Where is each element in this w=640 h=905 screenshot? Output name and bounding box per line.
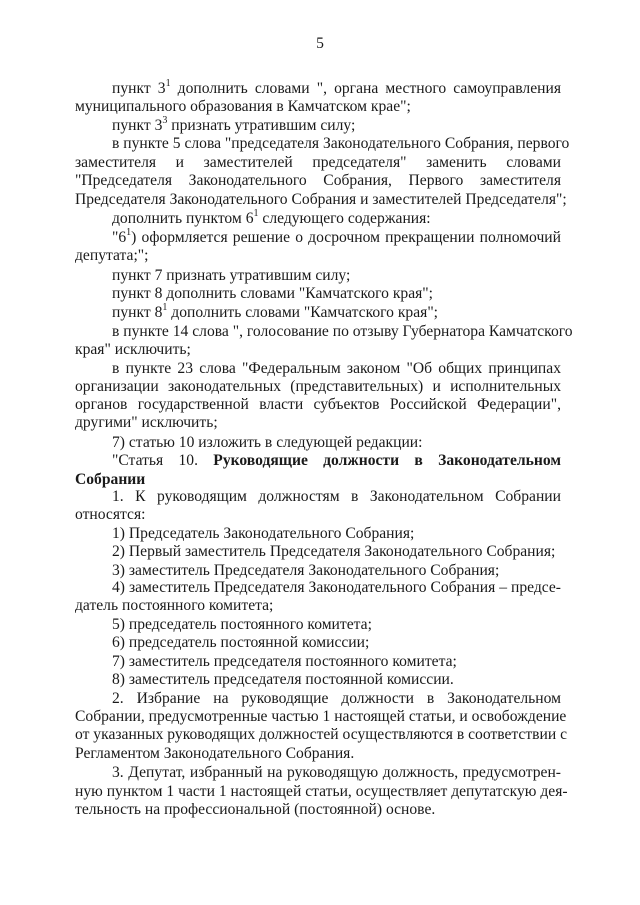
text-line <box>112 322 573 342</box>
text-line <box>75 413 561 433</box>
text-segment: в пункте 5 слова "председателя Законодательного Собрания, первого <box>112 135 570 152</box>
text-line <box>112 266 561 286</box>
text-line <box>75 395 561 415</box>
text-line <box>112 763 561 783</box>
text-line <box>112 542 561 562</box>
text-line <box>112 633 561 653</box>
text-line <box>112 578 561 598</box>
text-segment: 2. Избрание на руководящие должности в Законодательном <box>112 690 561 707</box>
article-heading <box>112 451 561 471</box>
text-segment: 3. Депутат, избранный на руководящую должность, предусмотрен- <box>112 764 561 781</box>
text-segment: в пункте 14 слова ", голосование по отзыву Губернатора Камчатского <box>112 323 573 340</box>
superscript: 3 <box>162 114 168 126</box>
text-line <box>112 209 561 229</box>
text-line <box>112 689 561 709</box>
text-segment: ) оформляется решение о досрочном прекращении полномочий <box>131 229 561 246</box>
text-segment: края" исключить; <box>75 341 191 358</box>
text-segment: пункт 8 дополнить словами "Камчатского края"; <box>112 285 434 302</box>
text-line <box>75 725 568 745</box>
text-segment: 5) председатель постоянного комитета; <box>112 616 372 633</box>
text-line <box>112 615 561 635</box>
text-segment: организации законодательных (представительных) и исполнительных <box>75 378 561 395</box>
text-line <box>75 596 561 616</box>
text-segment: признать утратившим силу; <box>167 117 356 134</box>
text-line <box>75 707 567 727</box>
text-segment: дополнить словами "Камчатского края"; <box>167 304 439 321</box>
text-segment: другими" исключить; <box>75 414 218 431</box>
text-line <box>75 744 561 764</box>
text-segment: следующего содержания: <box>258 210 431 227</box>
text-line <box>75 340 561 360</box>
text-segment: Регламентом Законодательного Собрания. <box>75 745 355 762</box>
text-segment: "Председателя Законодательного Собрания, Первого заместителя <box>75 172 561 189</box>
text-segment: пункт 7 признать утратившим силу; <box>112 267 351 284</box>
text-line <box>112 652 561 672</box>
text-line <box>75 377 561 397</box>
text-segment: относятся: <box>75 506 146 523</box>
text-segment: от указанных руководящих должностей осуществляются в соответствии с <box>75 726 568 743</box>
text-line <box>112 303 561 323</box>
superscript: 1 <box>165 77 171 89</box>
text-line <box>112 284 561 304</box>
text-line <box>75 246 561 266</box>
text-line <box>112 134 570 154</box>
text-segment: 2) Первый заместитель Председателя Законодательного Собрания; <box>112 543 556 560</box>
text-segment: пункт 8 <box>112 304 163 321</box>
text-segment: пункт 3 <box>112 117 163 134</box>
text-segment: пункт 3 <box>112 80 166 97</box>
text-segment: депутата;"; <box>75 247 149 264</box>
text-segment: 1. К руководящим должностям в Законодательном Собрании <box>112 488 561 505</box>
text-segment: Председателя Законодательного Собрания и заместителей Председателя"; <box>75 191 567 208</box>
bold-text: Руководящие должности в Законодательном <box>213 452 561 469</box>
text-line <box>112 670 561 690</box>
superscript: 1 <box>162 301 168 313</box>
bold-text: Собрании <box>75 471 146 488</box>
text-line <box>75 800 561 820</box>
text-line <box>112 524 561 544</box>
text-segment: датель постоянного комитета; <box>75 597 274 614</box>
text-segment: 4) заместитель Председателя Законодательного Собрания – предсе- <box>112 579 561 596</box>
text-line <box>112 487 561 507</box>
text-segment: Собрании, предусмотренные частью 1 настоящей статьи, и освобождение <box>75 708 567 725</box>
text-segment: муниципального образования в Камчатском крае"; <box>75 98 411 115</box>
page-number: 5 <box>316 35 324 52</box>
text-segment: дополнить пунктом 6 <box>112 210 254 227</box>
text-segment: 8) заместитель председателя постоянной комиссии. <box>112 671 454 688</box>
text-segment: дополнить словами ", органа местного самоуправления <box>170 80 561 97</box>
text-segment: тельность на профессиональной (постоянной) основе. <box>75 801 436 818</box>
text-segment: в пункте 23 слова "Федеральным законом "Об общих принципах <box>112 360 561 377</box>
text-segment: ную пунктом 1 части 1 настоящей статьи, осуществляет депутатскую дея- <box>75 783 568 800</box>
text-segment: органов государственной власти субъектов Российской Федерации", <box>75 396 561 413</box>
text-segment: 7) статью 10 изложить в следующей редакции: <box>112 434 423 451</box>
text-line <box>75 171 561 191</box>
text-segment: "Статья 10. <box>112 452 214 469</box>
text-line <box>75 153 561 173</box>
text-line <box>112 79 561 99</box>
superscript: 1 <box>253 207 259 219</box>
text-segment: 7) заместитель председателя постоянного комитета; <box>112 653 457 670</box>
text-segment: 6) председатель постоянной комиссии; <box>112 634 370 651</box>
text-segment: заместителя и заместителей председателя" заменить словами <box>75 154 561 171</box>
superscript: 1 <box>126 226 132 238</box>
text-line <box>75 190 567 210</box>
text-segment: "6 <box>112 229 127 246</box>
text-line <box>75 782 568 802</box>
text-line <box>75 505 561 525</box>
text-line <box>75 97 561 117</box>
text-line <box>112 359 561 379</box>
text-line <box>112 228 561 248</box>
text-line <box>112 116 561 136</box>
text-line <box>112 433 561 453</box>
text-segment: 1) Председатель Законодательного Собрания; <box>112 525 415 542</box>
text-segment: 3) заместитель Председателя Законодательного Собрания; <box>112 562 500 579</box>
